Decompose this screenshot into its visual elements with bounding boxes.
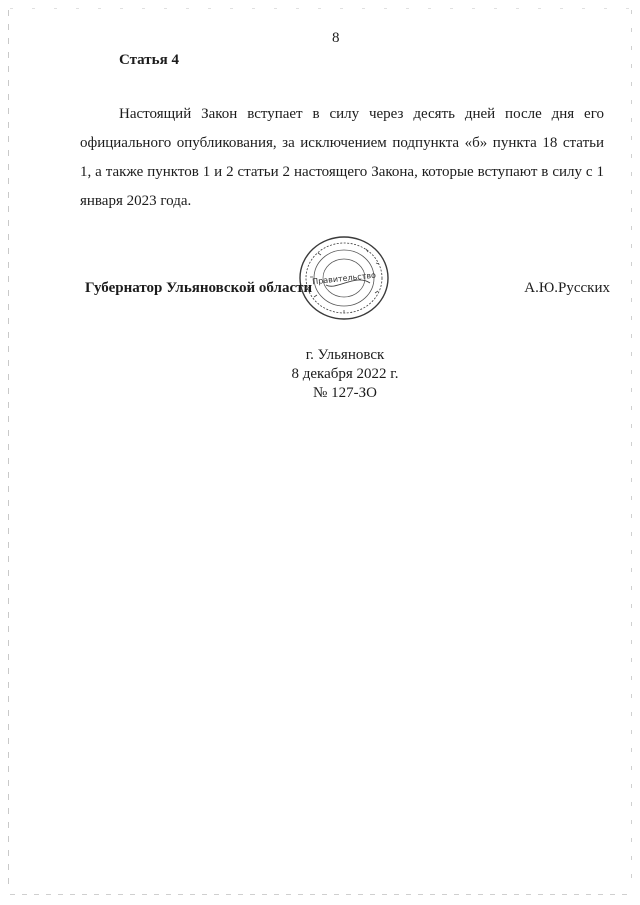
scan-edge-bottom: [10, 894, 630, 895]
article-body: Настоящий Закон вступает в силу через десять дней после дня его официального опубликования, за исключением подпункта «б» пункта 18 статьи 1, а также пунктов 1 и 2 статьи 2 настоящего Закона, которые вступают в силу с 1 января 2023 года.: [80, 106, 604, 209]
signatory-name: А.Ю.Русских: [524, 280, 610, 296]
law-number: № 127-ЗО: [313, 385, 377, 401]
law-date: 8 декабря 2022 г.: [291, 366, 399, 382]
place-date-block: [240, 346, 450, 403]
page-number: 8: [332, 30, 340, 46]
official-seal-stamp: [296, 233, 392, 323]
stamp-text: Правительство: [311, 270, 377, 287]
article-title: Статья 4: [119, 52, 179, 68]
scan-edge-left: [8, 10, 9, 890]
signatory-position: Губернатор Ульяновской области: [85, 280, 313, 296]
scan-edge-right: [631, 10, 632, 890]
place-city: г. Ульяновск: [305, 347, 385, 363]
scan-edge-top: [10, 8, 630, 9]
